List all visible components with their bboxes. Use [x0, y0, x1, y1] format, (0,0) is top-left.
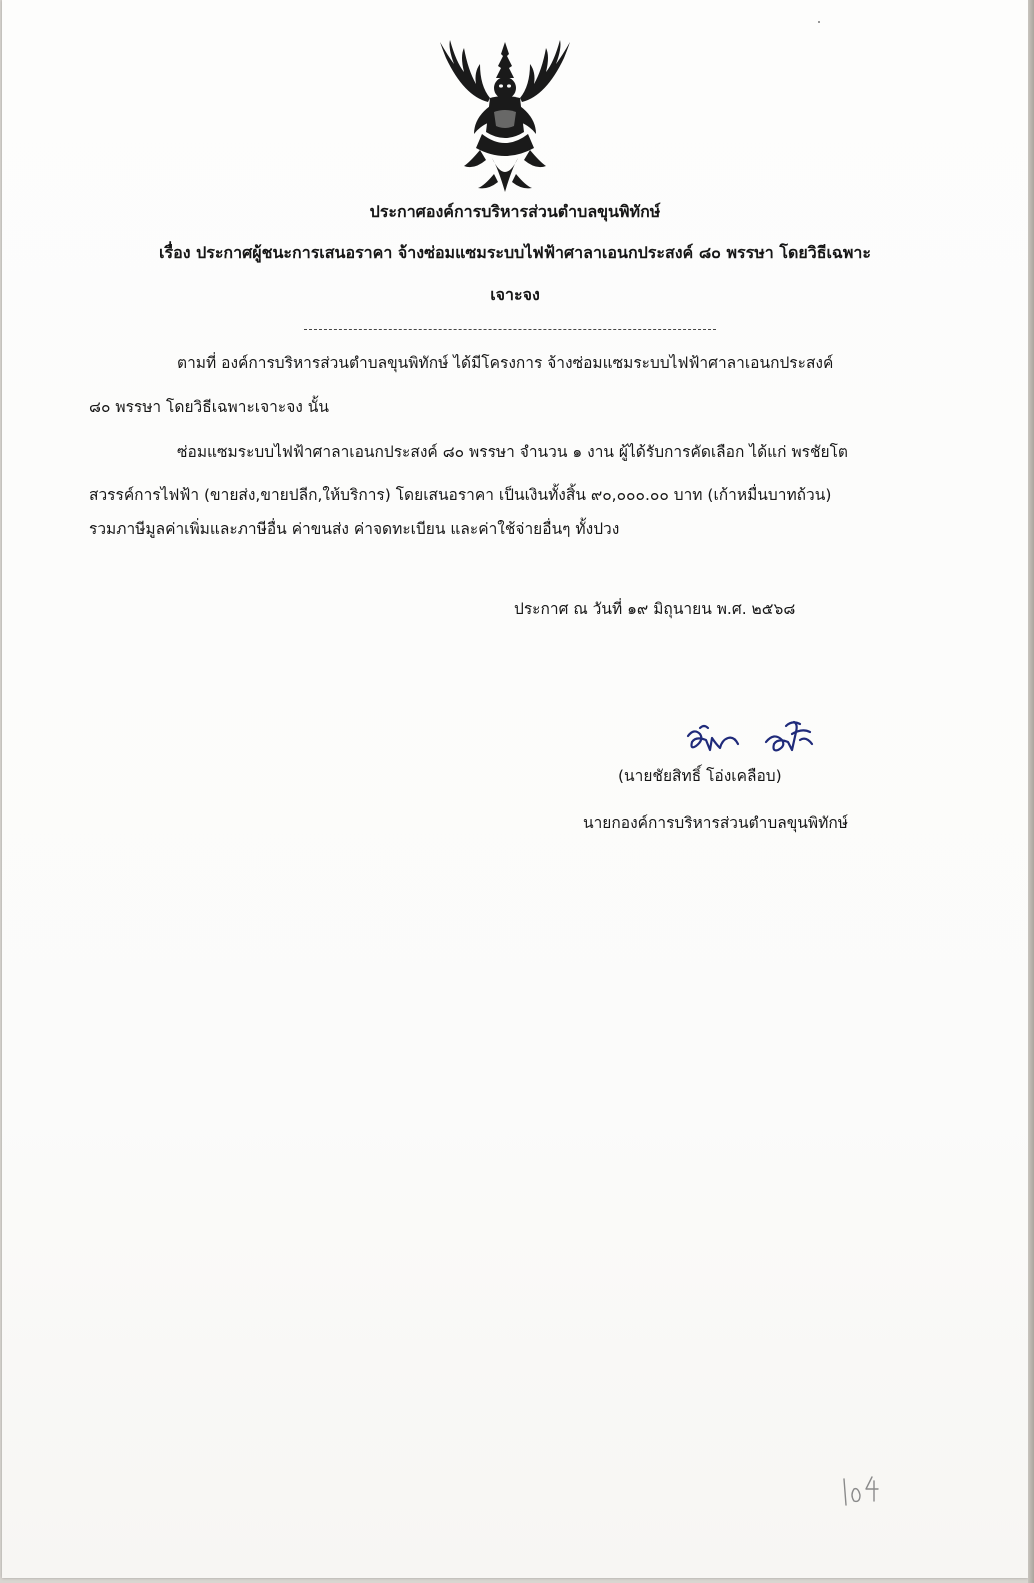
handwritten-page-number: [838, 1473, 882, 1507]
paragraph-1-line-2: ๘๐ พรรษา โดยวิธีเฉพาะเจาะจง นั้น: [89, 398, 329, 416]
paragraph-2-line-1: ซ่อมแซมระบบไฟฟ้าศาลาเอนกประสงค์ ๘๐ พรรษา จำนวน ๑ งาน ผู้ได้รับการคัดเลือก ได้แก่ พรชัยโต: [177, 443, 848, 461]
handwritten-signature: [682, 714, 822, 758]
signer-name: (นายชัยสิทธิ์ โอ่งเคลือบ): [618, 767, 782, 785]
speck: [818, 21, 820, 23]
signer-position: นายกองค์การบริหารส่วนตำบลขุนพิทักษ์: [583, 814, 848, 832]
subject-line-2: เจาะจง: [490, 285, 540, 304]
announcement-title: ประกาศองค์การบริหารส่วนตำบลขุนพิทักษ์: [369, 202, 661, 221]
announcement-date: ประกาศ ณ วันที่ ๑๙ มิถุนายน พ.ศ. ๒๕๖๘: [514, 600, 796, 618]
document-page: [2, 0, 1028, 1578]
garuda-emblem-icon: [434, 36, 576, 196]
paragraph-1-line-1: ตามที่ องค์การบริหารส่วนตำบลขุนพิทักษ์ ได้มีโครงการ จ้างซ่อมแซมระบบไฟฟ้าศาลาเอนกประสงค์: [177, 354, 834, 372]
subject-line-1: เรื่อง ประกาศผู้ชนะการเสนอราคา จ้างซ่อมแซมระบบไฟฟ้าศาลาเอนกประสงค์ ๘๐ พรรษา โดยวิธีเฉพาะ: [159, 243, 871, 262]
paragraph-2-line-2: สวรรค์การไฟฟ้า (ขายส่ง,ขายปลีก,ให้บริการ) โดยเสนอราคา เป็นเงินทั้งสิ้น ๙๐,๐๐๐.๐๐ บาท (เก้าหมื่นบาทถ้วน): [89, 486, 832, 504]
page-edge: [1028, 0, 1034, 1583]
separator-rule: [304, 329, 716, 330]
paragraph-2-line-3: รวมภาษีมูลค่าเพิ่มและภาษีอื่น ค่าขนส่ง ค่าจดทะเบียน และค่าใช้จ่ายอื่นๆ ทั้งปวง: [89, 520, 620, 538]
